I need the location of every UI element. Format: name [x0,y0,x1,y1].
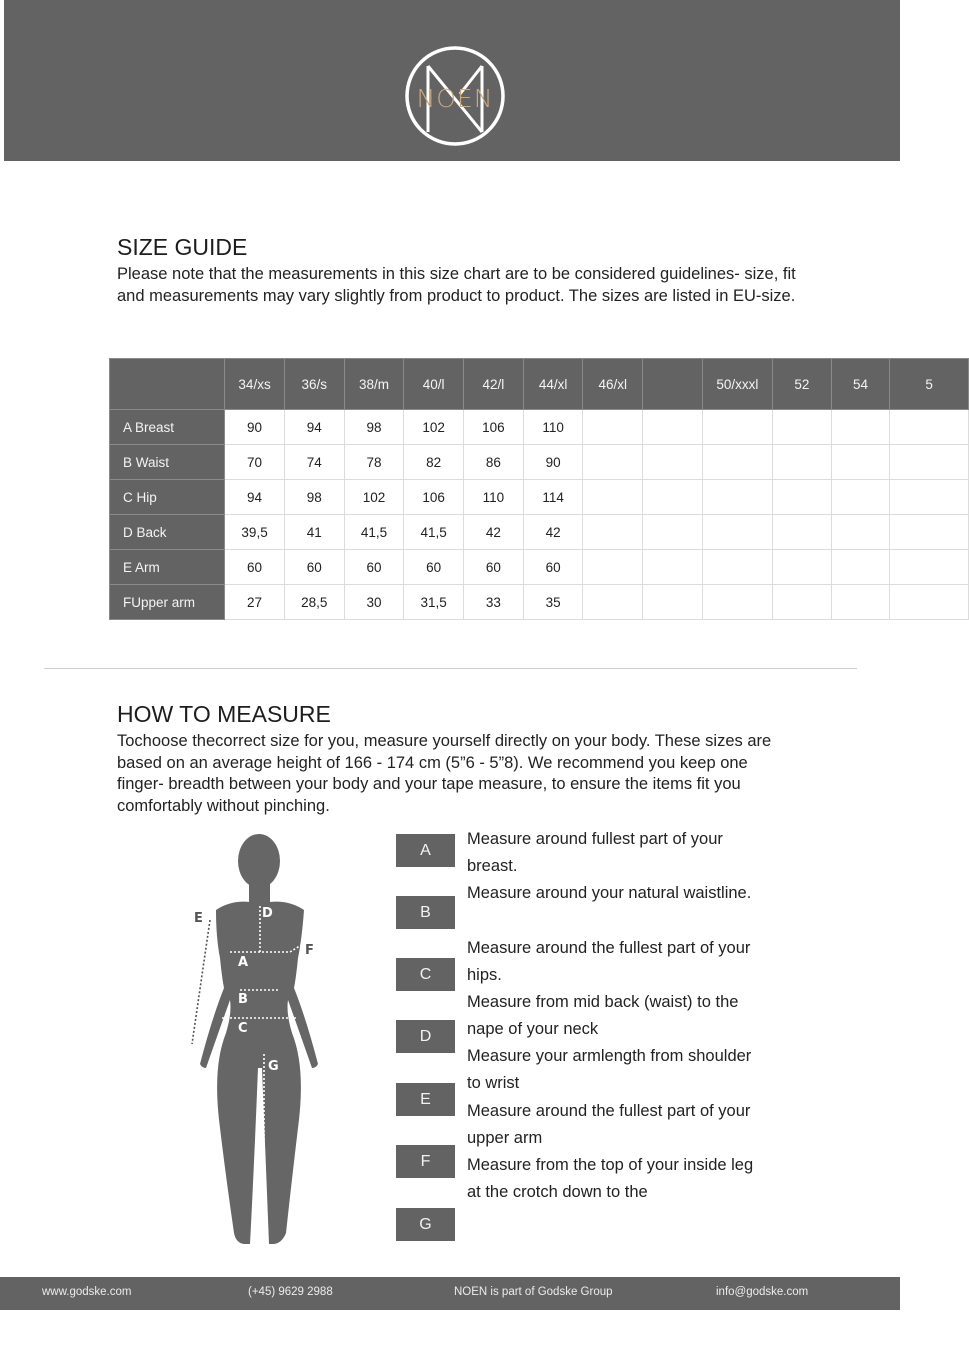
size-guide-title: SIZE GUIDE [117,234,248,260]
footer-group-text: NOEN is part of Godske Group [454,1286,613,1298]
size-table-cell: 42 [464,515,524,550]
size-table-cell: 90 [225,410,285,445]
size-table-cell: 27 [225,585,285,620]
badge-c: C [396,958,455,991]
size-table-cell [831,585,890,620]
badge-d: D [396,1020,455,1053]
size-table-cell [643,445,703,480]
size-table-cell: 110 [523,410,583,445]
instruction-g: Measure from the top of your inside leg at the crotch down to the [467,1156,754,1201]
size-table-cell: 86 [464,445,524,480]
size-table-row [110,445,969,480]
size-table-header-row [110,359,969,410]
size-table-cell [773,585,832,620]
instruction-c: Measure around the fullest part of your hips. [467,939,751,984]
size-table-cell: 41,5 [404,515,464,550]
badge-g: G [396,1208,455,1241]
size-table-cell [831,410,890,445]
badge-b: B [396,896,455,929]
size-table-cell: 102 [404,410,464,445]
footer-phone[interactable]: (+45) 9629 2988 [248,1286,333,1298]
figure-label-g: G [268,1059,279,1074]
size-table-cell: 60 [225,550,285,585]
size-table-cell: 94 [284,410,344,445]
size-table-row [110,480,969,515]
size-column-header: 34/xs [225,359,285,410]
size-table-cell: 42 [523,515,583,550]
size-table-cell [890,550,969,585]
logo-wordmark: NOEN [416,84,494,113]
size-column-header: 44/xl [523,359,583,410]
size-table-cell: 94 [225,480,285,515]
instruction-b: Measure around your natural waistline. [467,884,752,902]
size-table-cell [890,515,969,550]
size-table-cell: 31,5 [404,585,464,620]
size-table-cell [702,550,772,585]
size-table-cell [702,515,772,550]
size-table-cell: 114 [523,480,583,515]
size-row-label: D Back [110,515,225,550]
size-table-cell [583,410,643,445]
size-table-cell: 35 [523,585,583,620]
size-column-header: 40/l [404,359,464,410]
size-table-cell [773,445,832,480]
size-table-cell [773,480,832,515]
size-table-cell: 98 [284,480,344,515]
size-table-cell: 82 [404,445,464,480]
size-column-header: 52 [773,359,832,410]
size-row-label: C Hip [110,480,225,515]
size-guide-intro: Please note that the measurements in this size chart are to be considered guidelines- size, fit and measurements may vary slightly from product to product. The sizes are listed in EU-size. [117,265,796,305]
size-table-row [110,550,969,585]
how-to-measure-title: HOW TO MEASURE [117,701,331,727]
size-row-label: E Arm [110,550,225,585]
size-table-cell: 30 [344,585,404,620]
figure-label-c: C [238,1021,248,1036]
noen-logo[interactable] [402,44,508,148]
footer-website-link[interactable]: www.godske.com [42,1286,132,1298]
size-table-cell [583,550,643,585]
size-table-cell: 102 [344,480,404,515]
size-table-cell [890,445,969,480]
size-table-cell [890,410,969,445]
size-table-cell [890,480,969,515]
size-table-container [109,358,933,626]
size-table-cell: 28,5 [284,585,344,620]
size-table-cell [702,585,772,620]
body-measurement-figure [186,828,336,1248]
badge-a: A [396,834,455,867]
size-table-row [110,410,969,445]
figure-label-b: B [238,992,248,1007]
size-table-cell [643,480,703,515]
size-table-cell [583,445,643,480]
figure-label-d: D [262,906,273,921]
size-table-cell: 60 [404,550,464,585]
how-to-measure-intro: Tochoose thecorrect size for you, measure yourself directly on your body. These sizes are based on an average height of 166 - 174 cm (5”6 - 5”8). We recommend you keep one finger- breadth between your body and your tape measure, to ensure the items fit you comfortably without pinching. [117,732,772,815]
size-table-cell: 106 [464,410,524,445]
size-table-cell: 74 [284,445,344,480]
size-column-header: 36/s [284,359,344,410]
size-table-cell: 60 [523,550,583,585]
size-column-header: 38/m [344,359,404,410]
size-table-cell [643,550,703,585]
size-table-cell [702,480,772,515]
size-column-header [643,359,703,410]
size-table-cell [831,445,890,480]
size-table-cell [643,585,703,620]
size-row-label: FUpper arm [110,585,225,620]
instruction-e: Measure your armlength from shoulder to wrist [467,1047,752,1092]
instruction-d: Measure from mid back (waist) to the nape of your neck [467,993,739,1038]
size-table-cell [773,550,832,585]
size-row-label: A Breast [110,410,225,445]
size-row-label: B Waist [110,445,225,480]
badge-f: F [396,1145,455,1178]
size-table-cell: 78 [344,445,404,480]
size-table-corner [110,359,225,410]
instruction-a: Measure around fullest part of your breast. [467,830,723,875]
badge-e: E [396,1083,455,1116]
section-divider [44,668,857,669]
size-table-cell [643,515,703,550]
size-table-cell: 39,5 [225,515,285,550]
size-table-row [110,515,969,550]
size-column-header: 54 [831,359,890,410]
size-table-cell: 98 [344,410,404,445]
size-table-row [110,585,969,620]
size-table [109,358,969,620]
instruction-f: Measure around the fullest part of your upper arm [467,1102,751,1147]
size-column-header: 5 [890,359,969,410]
size-table-cell: 70 [225,445,285,480]
size-table-cell [643,410,703,445]
size-table-cell [773,515,832,550]
size-table-cell: 60 [284,550,344,585]
size-table-cell: 110 [464,480,524,515]
size-table-cell [583,515,643,550]
size-column-header: 46/xl [583,359,643,410]
size-table-cell [890,585,969,620]
size-table-cell [773,410,832,445]
size-column-header: 50/xxxl [702,359,772,410]
size-table-cell [831,480,890,515]
size-table-cell: 41 [284,515,344,550]
size-table-cell: 106 [404,480,464,515]
figure-label-a: A [238,955,249,970]
figure-label-f: F [305,943,314,958]
footer-email-link[interactable]: info@godske.com [716,1286,809,1298]
size-table-cell [583,585,643,620]
body-silhouette-icon [186,828,336,1248]
size-table-cell: 60 [344,550,404,585]
size-table-cell: 90 [523,445,583,480]
header-banner [4,0,900,161]
size-table-cell [583,480,643,515]
size-table-cell [831,515,890,550]
footer-bar [0,1277,900,1310]
size-column-header: 42/l [464,359,524,410]
figure-label-e: E [194,911,203,926]
size-table-cell [702,410,772,445]
size-table-cell: 60 [464,550,524,585]
size-table-cell: 41,5 [344,515,404,550]
size-table-cell [831,550,890,585]
size-table-cell: 33 [464,585,524,620]
size-table-cell [702,445,772,480]
